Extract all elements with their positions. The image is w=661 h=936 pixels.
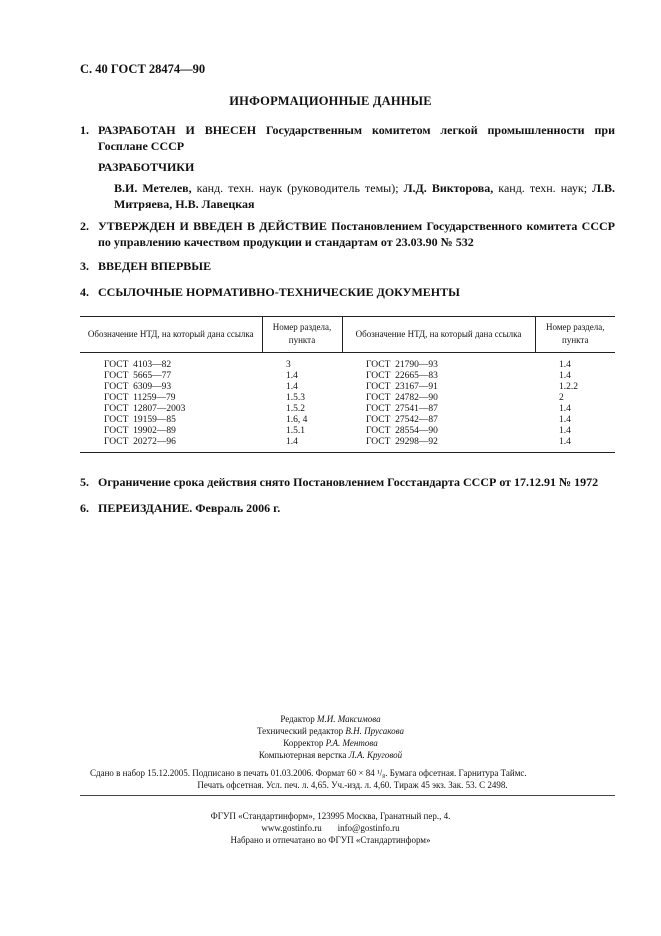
- section-cell: 3: [286, 360, 291, 370]
- table-row: [80, 353, 615, 372]
- doc-cell: ГОСТ 22665—83: [366, 371, 438, 381]
- table-row: [80, 437, 615, 453]
- column-header-doc: Обозначение НТД, на который дана ссылка: [342, 317, 535, 353]
- doc-cell: ГОСТ 4103—82: [104, 360, 172, 370]
- table-header-row: [80, 317, 615, 353]
- credit-role: Компьютерная верстка: [258, 750, 349, 760]
- doc-cell: ГОСТ 23167—91: [366, 382, 438, 392]
- section-cell: 1.4: [559, 360, 571, 370]
- publisher-contacts: [0, 822, 661, 834]
- doc-cell: ГОСТ 12807—2003: [104, 404, 186, 414]
- column-header-section: Номер раздела, пункта: [262, 317, 342, 353]
- credit-line: [0, 725, 661, 737]
- section-text: ССЫЛОЧНЫЕ НОРМАТИВНО-ТЕХНИЧЕСКИЕ ДОКУМЕНТЫ: [98, 285, 460, 299]
- table-row: [80, 404, 615, 415]
- section-cell: 1.4: [559, 426, 571, 436]
- developer-role: канд. техн. наук (руководитель темы);: [191, 181, 404, 195]
- section-4: [80, 284, 615, 300]
- credit-line: [0, 749, 661, 761]
- doc-cell: ГОСТ 24782—90: [366, 393, 438, 403]
- credits-block: [0, 713, 661, 761]
- section-number: 5.: [80, 475, 89, 489]
- doc-cell: ГОСТ 27541—87: [366, 404, 438, 414]
- table-row: [80, 426, 615, 437]
- section-number: 3.: [80, 259, 89, 273]
- doc-cell: ГОСТ 28554—90: [366, 426, 438, 436]
- table-row: [80, 415, 615, 426]
- doc-cell: ГОСТ 11259—79: [104, 393, 176, 403]
- developer-role: канд. техн. наук;: [493, 181, 593, 195]
- section-text: ПЕРЕИЗДАНИЕ. Февраль 2006 г.: [98, 501, 281, 515]
- section-cell: 1.4: [286, 371, 298, 381]
- publisher-printed-by: Набрано и отпечатано во ФГУП «Стандартинформ»: [230, 835, 431, 845]
- section-number: 6.: [80, 501, 89, 515]
- table-row: [80, 382, 615, 393]
- credit-line: [0, 713, 661, 725]
- column-header-doc: Обозначение НТД, на который дана ссылка: [80, 317, 262, 353]
- divider: [80, 795, 615, 796]
- section-cell: 1.5.2: [286, 404, 305, 414]
- section-3: [80, 258, 615, 274]
- references-table: [80, 316, 615, 453]
- developers-heading: РАЗРАБОТЧИКИ: [98, 160, 195, 174]
- section-text: РАЗРАБОТАН И ВНЕСЕН Государственным комитетом легкой промышленности при Госплане СССР: [98, 123, 615, 153]
- publisher-website-link[interactable]: www.gostinfo.ru: [261, 823, 322, 833]
- credit-name: В.Н. Прусакова: [345, 726, 405, 736]
- table-row: [80, 393, 615, 404]
- doc-cell: ГОСТ 29298—92: [342, 437, 535, 453]
- section-5: [80, 474, 615, 490]
- section-cell: 1.6, 4: [286, 415, 308, 425]
- section-number: 4.: [80, 285, 89, 299]
- section-text: ВВЕДЕН ВПЕРВЫЕ: [98, 259, 212, 273]
- doc-cell: ГОСТ 6309—93: [104, 382, 172, 392]
- publisher-block: [0, 810, 661, 846]
- section-cell: 1.5.3: [286, 393, 305, 403]
- doc-cell: ГОСТ 19159—85: [104, 415, 176, 425]
- references-table-body: [80, 353, 615, 453]
- doc-cell: ГОСТ 19902—89: [104, 426, 176, 436]
- credit-name: Р.А. Ментова: [325, 738, 378, 748]
- section-2: [80, 218, 615, 250]
- section-cell: 1.4: [535, 437, 615, 453]
- developer-name: В.И. Метелев,: [114, 181, 192, 195]
- publication-line-1: Сдано в набор 15.12.2005. Подписано в печать 01.03.2006. Формат 60 × 84 ¹/₈. Бумага офсетная. Гарнитура Таймс.: [90, 768, 527, 778]
- page-title: ИНФОРМАЦИОННЫЕ ДАННЫЕ: [229, 94, 432, 108]
- credit-role: Технический редактор: [256, 726, 346, 736]
- doc-cell: ГОСТ 20272—96: [80, 437, 262, 453]
- credit-name: М.И. Максимова: [317, 714, 381, 724]
- section-text: УТВЕРЖДЕН И ВВЕДЕН В ДЕЙСТВИЕ Постановлением Государственного комитета СССР по управлению качеством продукции и стандартам от 23.03.90 № 532: [98, 219, 615, 249]
- running-head: С. 40 ГОСТ 28474—90: [80, 62, 206, 76]
- credit-role: Редактор: [280, 714, 318, 724]
- doc-cell: ГОСТ 27542—87: [366, 415, 438, 425]
- table-row: [80, 371, 615, 382]
- section-text: Ограничение срока действия снято Постановлением Госстандарта СССР от 17.12.91 № 1972: [98, 475, 599, 489]
- section-cell: 1.4: [559, 415, 571, 425]
- section-cell: 1.2.2: [559, 382, 578, 392]
- credit-line: [0, 737, 661, 749]
- publication-line-2: Печать офсетная. Усл. печ. л. 4,65. Уч.-изд. л. 4,60. Тираж 45 экз. Зак. 53. С 2498.: [197, 780, 508, 790]
- section-cell: 1.4: [286, 382, 298, 392]
- credit-name: Л.А. Круговой: [348, 750, 403, 760]
- developer-names: Л.В. Митряева, Н.В. Лавецкая: [114, 181, 616, 211]
- doc-cell: ГОСТ 21790—93: [366, 360, 438, 370]
- section-cell: 1.4: [559, 404, 571, 414]
- developers-list: [114, 180, 615, 212]
- section-number: 1.: [80, 123, 89, 137]
- section-cell: 1.5.1: [286, 426, 305, 436]
- publisher-address: ФГУП «Стандартинформ», 123995 Москва, Гранатный пер., 4.: [210, 811, 451, 821]
- section-6: [80, 500, 615, 516]
- developer-name: Л.Д. Викторова,: [403, 181, 494, 195]
- publisher-email-link[interactable]: info@gostinfo.ru: [337, 823, 400, 833]
- section-cell: 1.4: [262, 437, 342, 453]
- section-cell: 2: [559, 393, 564, 403]
- section-cell: 1.4: [559, 371, 571, 381]
- section-number: 2.: [80, 219, 89, 233]
- doc-cell: ГОСТ 5665—77: [104, 371, 172, 381]
- section-1: [80, 122, 615, 154]
- column-header-section: Номер раздела, пункта: [535, 317, 615, 353]
- credit-role: Корректор: [283, 738, 326, 748]
